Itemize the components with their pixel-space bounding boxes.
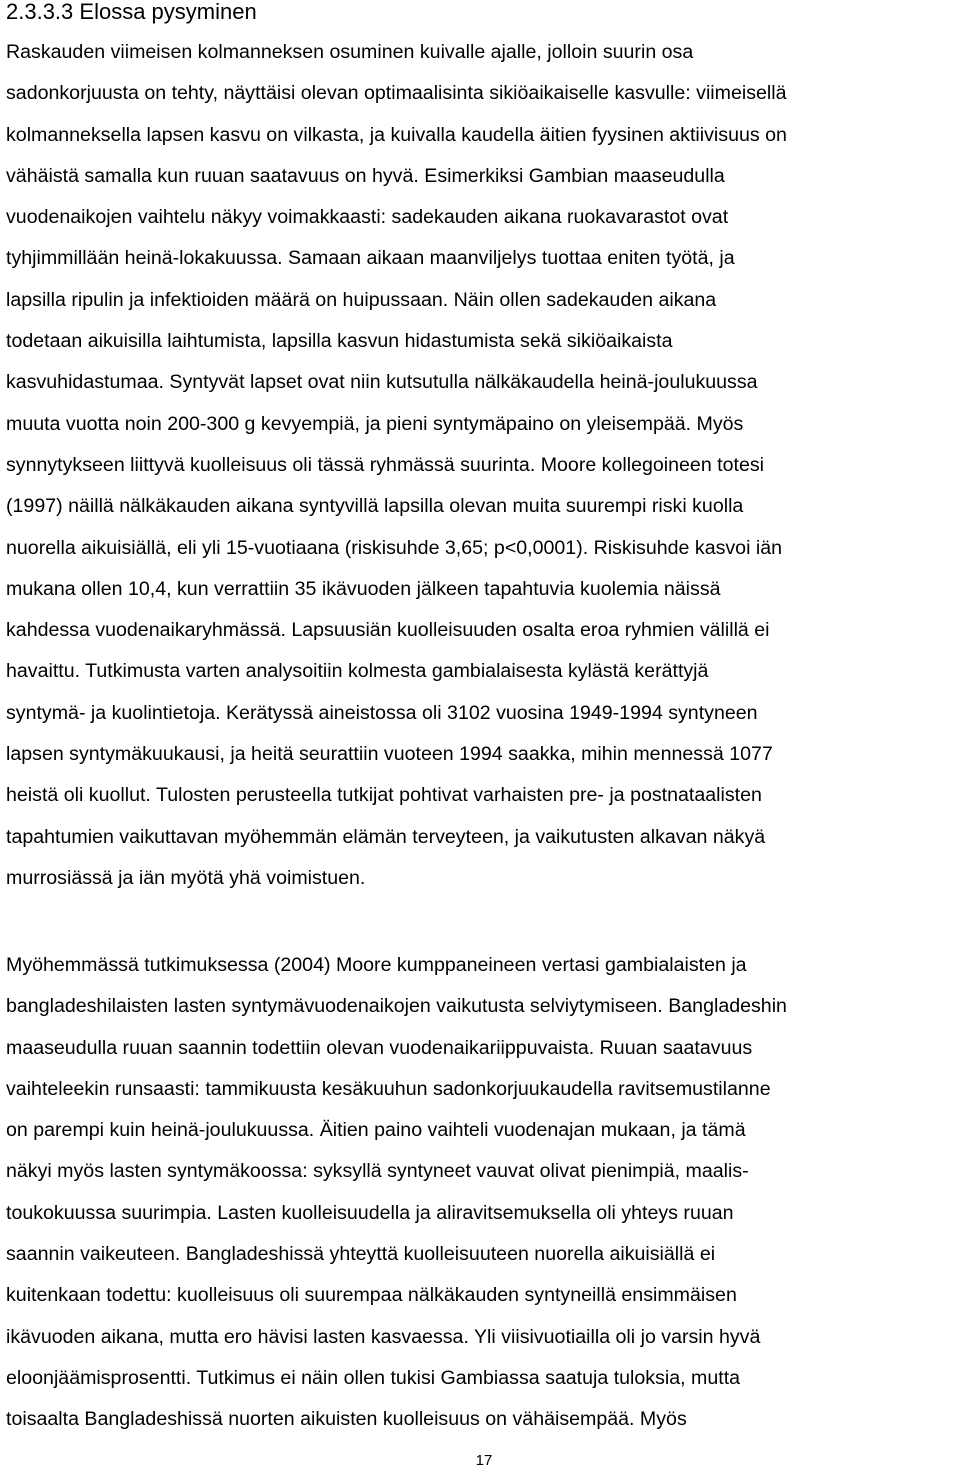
text-line: muuta vuotta noin 200-300 g kevyempiä, ja pieni syntymäpaino on yleisempää. Myös [6,412,744,435]
text-line: maaseudulla ruuan saannin todettiin olevan vuodenaikariippuvaista. Ruuan saatavuus [6,1036,753,1059]
text-line: havaittu. Tutkimusta varten analysoitiin kolmesta gambialaisesta kylästä kerättyjä [6,660,709,683]
text-line: toukokuussa suurimpia. Lasten kuolleisuudella ja aliravitsemuksella oli yhteys ruuan [6,1201,734,1224]
text-line: syntymä- ja kuolintietoja. Kerätyssä aineistossa oli 3102 vuosina 1949-1994 syntyneen [6,701,758,724]
page-number: 17 [475,1452,493,1469]
text-line: kahdessa vuodenaikaryhmässä. Lapsuusiän kuolleisuuden osalta eroa ryhmien välillä ei [6,619,770,642]
text-line: tapahtumien vaikuttavan myöhemmän elämän terveyteen, ja vaikutusten alkavan näkyä [6,825,766,848]
text-line: bangladeshilaisten lasten syntymävuodenaikojen vaikutusta selviytymiseen. Bangladeshin [6,995,787,1018]
text-line: kuitenkaan todettu: kuolleisuus oli suurempaa nälkäkauden syntyneillä ensimmäisen [6,1284,737,1307]
text-line: kasvuhidastumaa. Syntyvät lapset ovat niin kutsutulla nälkäkaudella heinä-joulukuussa [6,371,758,394]
body-paragraph-2 [6,945,960,1441]
body-paragraph-1 [6,32,960,899]
text-line: kolmanneksella lapsen kasvu on vilkasta, ja kuivalla kaudella äitien fyysinen aktiivisuus on [6,123,787,146]
text-line: lapsilla ripulin ja infektioiden määrä on huipussaan. Näin ollen sadekauden aikana [6,288,717,311]
text-line: (1997) näillä nälkäkauden aikana syntyvillä lapsilla olevan muita suurempi riski kuolla [6,495,744,518]
text-line: on parempi kuin heinä-joulukuussa. Äitien paino vaihteli vuodenajan mukaan, ja tämä [6,1119,746,1142]
text-line: heistä oli kuollut. Tulosten perusteella tutkijat pohtivat varhaisten pre- ja postnataalisten [6,784,762,807]
text-line: vaihteleekin runsaasti: tammikuusta kesäkuuhun sadonkorjuukaudella ravitsemustilanne [6,1077,771,1100]
text-line: saannin vaikeuteen. Bangladeshissä yhteyttä kuolleisuuteen nuorella aikuisiällä ei [6,1243,716,1266]
text-line: sadonkorjuusta on tehty, näyttäisi olevan optimaalisinta sikiöaikaiselle kasvulle: viimeisellä [6,82,787,105]
text-line: lapsen syntymäkuukausi, ja heitä seurattiin vuoteen 1994 saakka, mihin mennessä 1077 [6,743,773,766]
text-line: ikävuoden aikana, mutta ero hävisi lasten kasvaessa. Yli viisivuotiailla oli jo varsin hyvä [6,1325,761,1348]
section-heading: 2.3.3.3 Elossa pysyminen [6,0,257,24]
text-line: toisaalta Bangladeshissä nuorten aikuisten kuolleisuus on vähäisempää. Myös [6,1408,687,1431]
text-line: tyhjimmillään heinä-lokakuussa. Samaan aikaan maanviljelys tuottaa eniten työtä, ja [6,247,735,270]
text-line: murrosiässä ja iän myötä yhä voimistuen. [6,866,366,889]
text-line: vuodenaikojen vaihtelu näkyy voimakkaasti: sadekauden aikana ruokavarastot ovat [6,206,729,229]
text-line: Myöhemmässä tutkimuksessa (2004) Moore kumppaneineen vertasi gambialaisten ja [6,954,747,976]
text-line: todetaan aikuisilla laihtumista, lapsilla kasvun hidastumista sekä sikiöaikaista [6,330,673,353]
text-line: synnytykseen liittyvä kuolleisuus oli tässä ryhmässä suurinta. Moore kollegoineen totesi [6,453,764,476]
text-line: nuorella aikuisiällä, eli yli 15-vuotiaana (riskisuhde 3,65; p<0,0001). Riskisuhde kasvoi iän [6,536,783,559]
text-line: Raskauden viimeisen kolmanneksen osuminen kuivalle ajalle, jolloin suurin osa [6,41,694,63]
text-line: vähäistä samalla kun ruuan saatavuus on hyvä. Esimerkiksi Gambian maaseudulla [6,164,725,187]
text-line: mukana ollen 10,4, kun verrattiin 35 ikävuoden jälkeen tapahtuvia kuolemia näissä [6,577,721,600]
text-line: eloonjäämisprosentti. Tutkimus ei näin ollen tukisi Gambiassa saatuja tuloksia, mutta [6,1366,741,1389]
text-line: näkyi myös lasten syntymäkoossa: syksyllä syntyneet vauvat olivat pienimpiä, maalis- [6,1160,749,1183]
